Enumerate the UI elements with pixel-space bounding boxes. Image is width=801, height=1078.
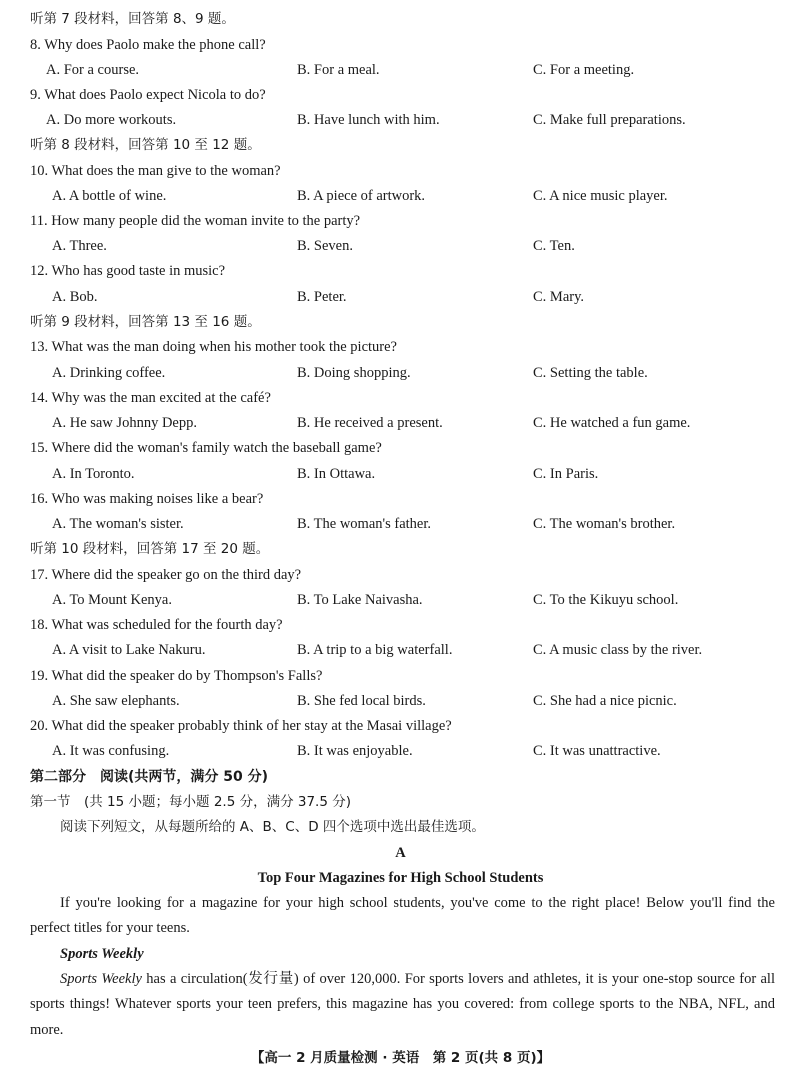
options-row — [0, 588, 801, 613]
option-c: C. It was unattractive. — [533, 743, 661, 759]
option-a: A. It was confusing. — [52, 743, 170, 759]
section-heading: 听第 8 段材料，回答第 10 至 12 题。 — [30, 137, 261, 153]
options-row — [0, 108, 801, 133]
question-text: 9. What does Paolo expect Nicola to do? — [30, 87, 266, 103]
option-c: C. To the Kikuyu school. — [533, 592, 679, 608]
instruction: 阅读下列短文，从每题所给的 A、B、C、D 四个选项中选出最佳选项。 — [60, 819, 485, 835]
options-row — [0, 184, 801, 209]
option-b: B. In Ottawa. — [297, 466, 376, 482]
option-b: B. For a meal. — [297, 62, 380, 78]
option-a: A. The woman's sister. — [52, 516, 184, 532]
option-a: A. She saw elephants. — [52, 693, 180, 709]
section-heading: 听第 10 段材料，回答第 17 至 20 题。 — [30, 541, 270, 557]
option-b: B. Have lunch with him. — [297, 112, 440, 128]
option-c: C. Ten. — [533, 238, 575, 254]
option-a: A. He saw Johnny Depp. — [52, 415, 197, 431]
sub-heading: Sports Weekly — [60, 946, 144, 962]
option-c: C. He watched a fun game. — [533, 415, 691, 431]
option-b: B. To Lake Naivasha. — [297, 592, 423, 608]
option-a: A. To Mount Kenya. — [52, 592, 172, 608]
options-row — [0, 638, 801, 663]
option-a: A. A bottle of wine. — [52, 188, 167, 204]
option-b: B. A piece of artwork. — [297, 188, 426, 204]
option-c: C. In Paris. — [533, 466, 599, 482]
options-row — [0, 512, 801, 537]
question-text: 19. What did the speaker do by Thompson's Falls? — [30, 668, 323, 684]
option-b: B. Doing shopping. — [297, 365, 411, 381]
option-b: B. A trip to a big waterfall. — [297, 642, 453, 658]
options-row — [0, 361, 801, 386]
passage-title: Top Four Magazines for High School Students — [257, 870, 544, 886]
option-a: A. In Toronto. — [52, 466, 135, 482]
question-text: 13. What was the man doing when his mother took the picture? — [30, 339, 397, 355]
question-text: 14. Why was the man excited at the café? — [30, 390, 271, 406]
intro-paragraph: If you're looking for a magazine for your high school students, you've come to the right place! Below you'll find the perfect titles for your teens. — [30, 895, 775, 937]
option-b: B. It was enjoyable. — [297, 743, 413, 759]
option-a: A. Do more workouts. — [46, 112, 177, 128]
option-c: C. The woman's brother. — [533, 516, 676, 532]
section-heading: 听第 7 段材料，回答第 8、9 题。 — [30, 11, 235, 27]
option-a: A. A visit to Lake Nakuru. — [52, 642, 206, 658]
option-c: C. A nice music player. — [533, 188, 668, 204]
magazine-name: Sports Weekly — [60, 971, 142, 987]
body-text: has a circulation(发行量) of over 120,000. For sports lovers and athletes, it is your one-stop source for all sports things! Whatever sports your teen prefers, this magazine has you covered: from college sports to the NBA, NFL, and more. — [30, 971, 775, 1038]
page-footer: 【高一 2 月质量检测 · 英语 第 2 页(共 8 页)】 — [250, 1050, 551, 1066]
option-a: A. Bob. — [52, 289, 98, 305]
option-a: A. Drinking coffee. — [52, 365, 166, 381]
option-a: A. Three. — [52, 238, 107, 254]
option-b: B. She fed local birds. — [297, 693, 426, 709]
question-text: 17. Where did the speaker go on the third day? — [30, 567, 302, 583]
options-row — [0, 739, 801, 764]
question-text: 10. What does the man give to the woman? — [30, 163, 281, 179]
option-b: B. Peter. — [297, 289, 347, 305]
options-row — [0, 234, 801, 259]
options-row — [0, 58, 801, 83]
option-c: C. A music class by the river. — [533, 642, 703, 658]
section-heading: 听第 9 段材料，回答第 13 至 16 题。 — [30, 314, 261, 330]
part-title: 第二部分 阅读(共两节，满分 50 分) — [30, 769, 269, 785]
option-c: C. For a meeting. — [533, 62, 635, 78]
question-text: 15. Where did the woman's family watch the baseball game? — [30, 440, 382, 456]
options-row — [0, 689, 801, 714]
question-text: 11. How many people did the woman invite to the party? — [30, 213, 361, 229]
question-text: 18. What was scheduled for the fourth day? — [30, 617, 283, 633]
options-row — [0, 411, 801, 436]
option-c: C. Setting the table. — [533, 365, 648, 381]
question-text: 12. Who has good taste in music? — [30, 263, 226, 279]
option-b: B. He received a present. — [297, 415, 443, 431]
option-c: C. She had a nice picnic. — [533, 693, 677, 709]
option-b: B. Seven. — [297, 238, 353, 254]
question-text: 20. What did the speaker probably think of her stay at the Masai village? — [30, 718, 452, 734]
option-a: A. For a course. — [46, 62, 140, 78]
body-paragraph — [30, 967, 775, 1043]
question-text: 16. Who was making noises like a bear? — [30, 491, 264, 507]
question-text: 8. Why does Paolo make the phone call? — [30, 37, 266, 53]
options-row — [0, 285, 801, 310]
section-title: 第一节 (共 15 小题；每小题 2.5 分，满分 37.5 分) — [30, 794, 351, 810]
options-row — [0, 462, 801, 487]
option-b: B. The woman's father. — [297, 516, 432, 532]
option-c: C. Mary. — [533, 289, 585, 305]
passage-letter: A — [395, 845, 406, 861]
option-c: C. Make full preparations. — [533, 112, 686, 128]
